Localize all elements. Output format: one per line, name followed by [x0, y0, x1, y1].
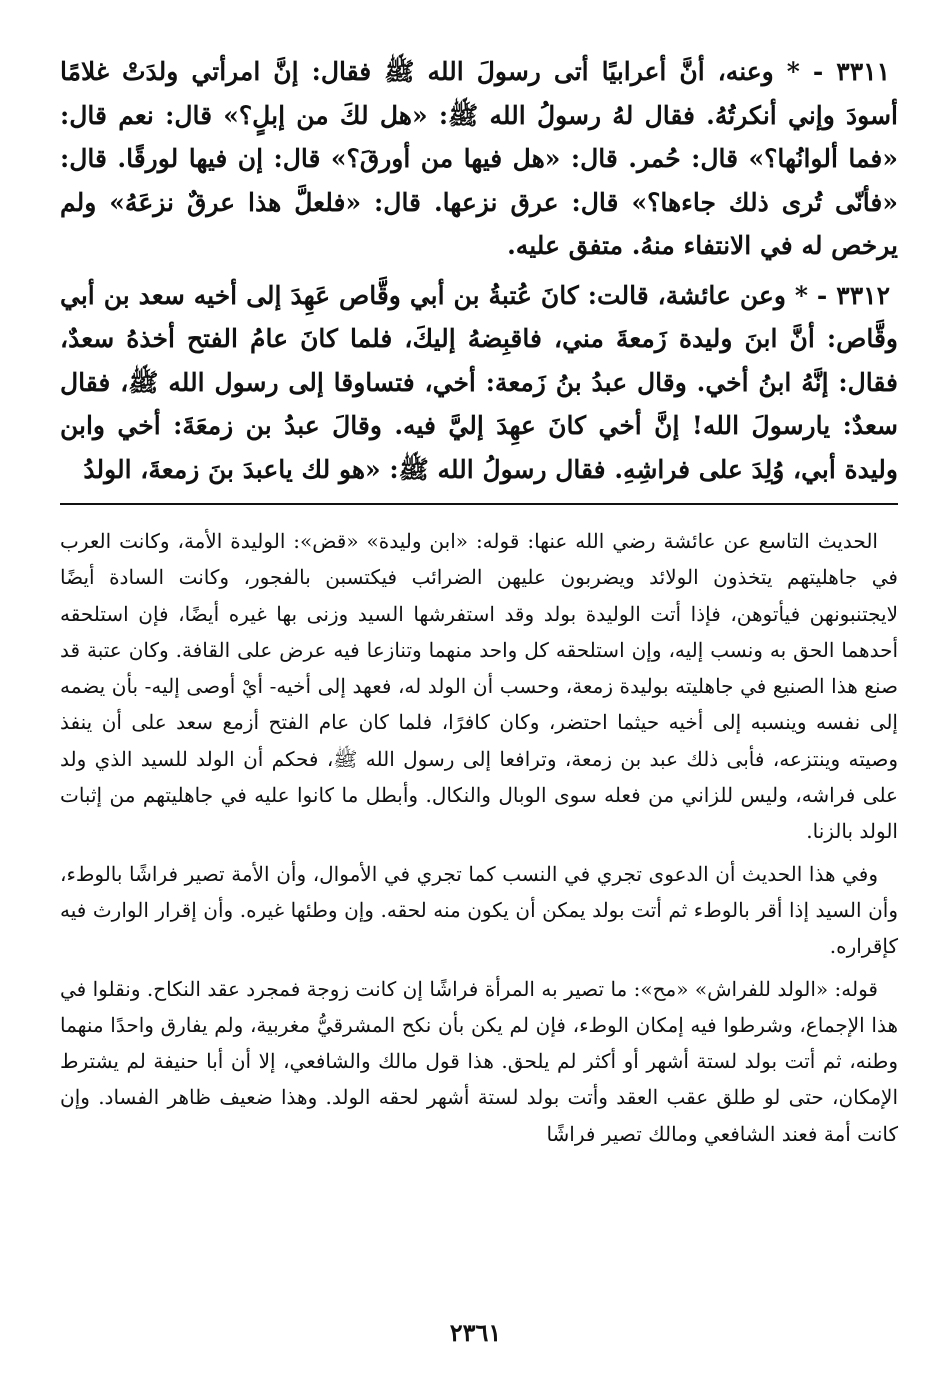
commentary-section	[60, 523, 898, 1152]
page-body	[60, 50, 898, 1158]
hadith-section	[60, 50, 898, 491]
footnote-divider	[60, 503, 898, 505]
commentary-paragraph-3: قوله: «الولد للفراش» «مح»: ما تصير به المرأة فراشًا إن كانت زوجة فمجرد عقد النكاح. ونقلوا في هذا الإجماع، وشرطوا فيه إمكان الوطء، فإن لم يكن بأن نكح المشرقيُّ مغربية، ولم يفارق واحدًا منهما وطنه، ثم أتت بولد لستة أشهر أو أكثر لم يلحق. هذا قول مالك والشافعي، إلا أن أبا حنيفة لم يشترط الإمكان، حتى لو طلق عقب العقد وأتت بولد لستة أشهر لحقه الولد. وهذا ضعيف ظاهر الفساد. وإن كانت أمة فعند الشافعي ومالك تصير فراشًا	[60, 976, 898, 1146]
commentary-paragraph-2: وفي هذا الحديث أن الدعوى تجري في النسب كما تجري في الأموال، وأن الأمة تصير فراشًا بالوطء، وأن السيد إذا أقر بالوطء ثم أتت بولد يمكن أن يكون منه لحقه. وإن وطئها غيره. وأن إقرار الوارث فيه كإقراره.	[60, 861, 898, 959]
page-number: ٢٣٦١	[449, 1318, 502, 1347]
hadith-3311: ٣٣١١ - * وعنه، أنَّ أعرابيًا أتى رسولَ الله ﷺ فقال: إنَّ امرأتي ولدَتْ غلامًا أسودَ وإني أنكرتُهُ. فقال لهُ رسولُ الله ﷺ: «هل لكَ من إبلٍ؟» قال: نعم قال: «فما ألوانُها؟» قال: حُمر. قال: «هل فيها من أورقَ؟» قال: إن فيها لورقًا. قال: «فأنّى تُرى ذلك جاءها؟» قال: عرق نزعها. قال: «فلعلَّ هذا عرقٌ نزعَهُ» ولم يرخص له في الانتفاء منهُ. متفق عليه.	[60, 57, 898, 260]
hadith-3312: ٣٣١٢ - * وعن عائشة، قالت: كانَ عُتبةُ بن أبي وقَّاص عَهِدَ إلى أخيه سعد بن أبي وقَّاص: أنَّ ابنَ وليدة زَمعةَ مني، فاقبِضهُ إليكَ، فلما كانَ عامُ الفتح أخذهُ سعدٌ، فقال: إنَّهُ ابنُ أخي. وقال عبدُ بنُ زَمعة: أخي، فتساوقا إلى رسول الله ﷺ، فقال سعدٌ: يارسولَ الله! إنَّ أخي كانَ عهِدَ إليَّ فيه. وقالَ عبدُ بن زمعَةَ: أخي وابن وليدة أبي، وُلِدَ على فراشِهِ. فقال رسولُ الله ﷺ: «هو لك ياعبدَ بنَ زمعةَ، الولدُ	[60, 280, 898, 484]
commentary-paragraph-1: الحديث التاسع عن عائشة رضي الله عنها: قوله: «ابن وليدة» «قض»: الوليدة الأمة، وكانت العرب في جاهليتهم يتخذون الولائد ويضربون عليهن الضرائب فيكتسبن بالفجور، وكانت السادة أيضًا لايجتنبونهن فيأتوهن، فإذا أتت الوليدة بولد وقد استفرشها السيد وزنى بها غيره أيضًا، فإن استلحقه أحدهما الحق به ونسب إليه، وإن استلحقه كل واحد منهما وتنازعا فيه عرض على القافة. وكان عتبة قد صنع هذا الصنيع في جاهليته بوليدة زمعة، وحسب أن الولد له، فعهد إلى أخيه- أيْ أوصى إليه- بأن يضمه إلى نفسه وينسبه إلى أخيه حيثما احتضر، وكان كافرًا، فلما كان عام الفتح أزمع سعد على أن ينفذ وصيته وينتزعه، فأبى ذلك عبد بن زمعة، وترافعا إلى رسول الله ﷺ، فحكم أن الولد للسيد الذي ولد على فراشه، وليس للزاني من فعله سوى الوبال والنكال. وأبطل ما كانوا عليه في جاهليتهم من إثبات الولد بالزنا.	[60, 529, 899, 844]
